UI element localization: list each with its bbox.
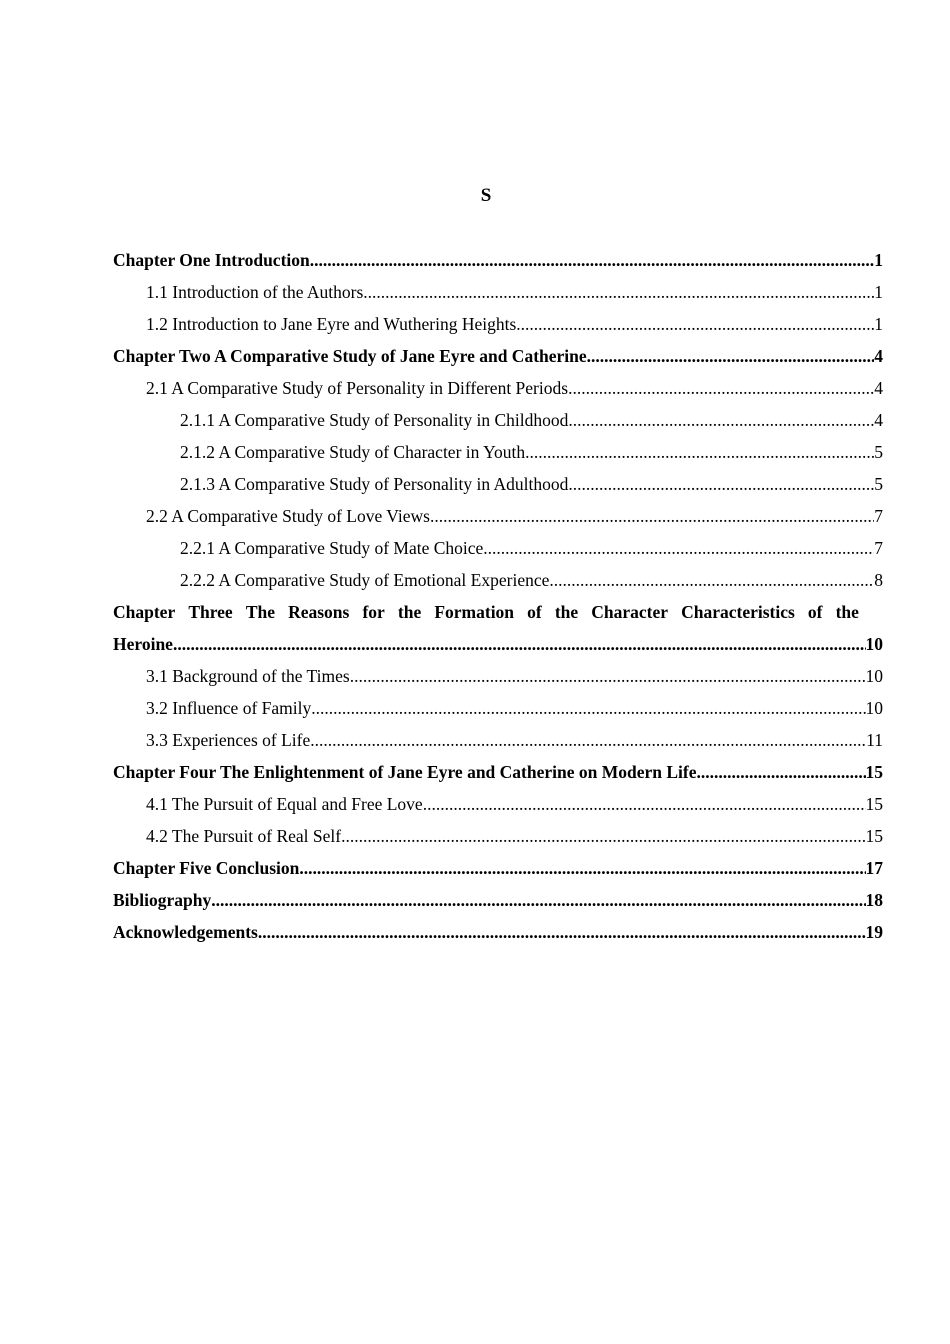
toc-entry-chapter-three-line1[interactable]	[113, 596, 883, 628]
toc-entry-label: Bibliography	[113, 890, 212, 910]
toc-entry-word: the	[835, 602, 859, 622]
toc-entry-label: Acknowledgements	[113, 922, 258, 942]
toc-entry-2-1-1[interactable]	[113, 404, 883, 436]
toc-entry-label: Chapter Two A Comparative Study of Jane Eyre and Catherine	[113, 346, 587, 366]
toc-entry-2-2-2[interactable]	[113, 564, 883, 596]
toc-entry-label: 1.2 Introduction to Jane Eyre and Wuthering Heights	[146, 314, 517, 334]
toc-entry-page: 5	[874, 474, 883, 494]
toc-entry-page: 15	[865, 826, 883, 846]
toc-entry-4-1[interactable]	[113, 788, 883, 820]
dot-leader	[516, 308, 874, 340]
toc-entry-bibliography[interactable]	[113, 884, 883, 916]
toc-entry-label: 3.3 Experiences of Life	[146, 730, 311, 750]
dot-leader	[341, 820, 865, 852]
toc-entry-page: 7	[874, 538, 883, 558]
toc-entry-word: Three	[188, 602, 233, 622]
toc-entry-page: 10	[865, 634, 883, 654]
toc-entry-label: 1.1 Introduction of the Authors	[146, 282, 364, 302]
dot-leader	[350, 660, 866, 692]
toc-entry-label: Chapter Four The Enlightenment of Jane Eyre and Catherine on Modern Life	[113, 762, 697, 782]
toc-entry-word: The	[245, 602, 275, 622]
toc-entry-acknowledgements[interactable]	[113, 916, 883, 948]
toc-entry-page: 15	[865, 794, 883, 814]
dot-leader	[568, 404, 874, 436]
dot-leader	[311, 692, 865, 724]
dot-leader	[173, 628, 866, 660]
table-of-contents	[113, 244, 883, 948]
toc-entry-label: Chapter One Introduction	[113, 250, 310, 270]
dot-leader	[549, 564, 874, 596]
dot-leader	[299, 852, 865, 884]
toc-entry-2-1-3[interactable]	[113, 468, 883, 500]
toc-entry-label: 2.2.1 A Comparative Study of Mate Choice	[180, 538, 484, 558]
toc-entry-page: 17	[865, 858, 883, 878]
toc-entry-page: 4	[874, 410, 883, 430]
dot-leader	[568, 468, 874, 500]
toc-entry-chapter-two[interactable]	[113, 340, 883, 372]
toc-entry-word: Character	[591, 602, 669, 622]
toc-entry-page: 19	[865, 922, 883, 942]
toc-entry-2-2[interactable]	[113, 500, 883, 532]
toc-entry-word: Reasons	[288, 602, 350, 622]
toc-entry-word: Chapter	[113, 602, 176, 622]
dot-leader	[423, 788, 866, 820]
dot-leader	[211, 884, 865, 916]
toc-entry-word: the	[554, 602, 579, 622]
dot-leader	[587, 340, 875, 372]
toc-entry-2-1-2[interactable]	[113, 436, 883, 468]
dot-leader	[258, 916, 866, 948]
toc-entry-3-2[interactable]	[113, 692, 883, 724]
toc-entry-4-2[interactable]	[113, 820, 883, 852]
toc-entry-label-line2: Heroine	[113, 634, 173, 654]
toc-entry-page: 11	[866, 730, 883, 750]
toc-entry-label: 2.1 A Comparative Study of Personality in Different Periods	[146, 378, 569, 398]
toc-entry-word: Characteristics	[681, 602, 795, 622]
toc-entry-page: 15	[865, 762, 883, 782]
toc-title: S	[480, 185, 492, 206]
dot-leader	[430, 500, 874, 532]
toc-entry-word: the	[397, 602, 422, 622]
toc-entry-2-2-1[interactable]	[113, 532, 883, 564]
toc-entry-word: of	[807, 602, 823, 622]
toc-entry-2-1[interactable]	[113, 372, 883, 404]
toc-entry-page: 8	[874, 570, 883, 590]
toc-entry-word: Formation	[434, 602, 515, 622]
toc-entry-label: 3.2 Influence of Family	[146, 698, 312, 718]
toc-entry-label: 4.2 The Pursuit of Real Self	[146, 826, 342, 846]
dot-leader	[483, 532, 874, 564]
toc-entry-page: 18	[865, 890, 883, 910]
toc-entry-label: 2.2 A Comparative Study of Love Views	[146, 506, 430, 526]
dot-leader	[310, 724, 866, 756]
toc-entry-page: 1	[874, 282, 883, 302]
toc-entry-label-line1	[113, 596, 859, 628]
toc-entry-page: 7	[874, 506, 883, 526]
toc-entry-word: of	[527, 602, 542, 622]
toc-entry-chapter-three-line2[interactable]	[113, 628, 883, 660]
dot-leader	[525, 436, 874, 468]
toc-entry-page: 10	[865, 666, 883, 686]
toc-entry-3-3[interactable]	[113, 724, 883, 756]
toc-entry-3-1[interactable]	[113, 660, 883, 692]
toc-entry-page: 1	[874, 314, 883, 334]
toc-entry-page: 4	[874, 378, 883, 398]
toc-entry-label: 2.1.2 A Comparative Study of Character in Youth	[180, 442, 526, 462]
toc-entry-label: 2.1.1 A Comparative Study of Personality in Childhood	[180, 410, 569, 430]
dot-leader	[568, 372, 874, 404]
dot-leader	[363, 276, 874, 308]
dot-leader	[310, 244, 875, 276]
toc-entry-label: Chapter Five Conclusion	[113, 858, 300, 878]
toc-entry-page: 4	[874, 346, 883, 366]
dot-leader	[697, 756, 866, 788]
toc-entry-page: 1	[874, 250, 883, 270]
toc-entry-chapter-four[interactable]	[113, 756, 883, 788]
toc-entry-label: 3.1 Background of the Times	[146, 666, 350, 686]
toc-entry-1-1[interactable]	[113, 276, 883, 308]
toc-entry-label: 2.2.2 A Comparative Study of Emotional Experience	[180, 570, 550, 590]
toc-entry-1-2[interactable]	[113, 308, 883, 340]
toc-entry-word: for	[362, 602, 385, 622]
toc-entry-label: 2.1.3 A Comparative Study of Personality in Adulthood	[180, 474, 569, 494]
toc-entry-page: 10	[865, 698, 883, 718]
toc-entry-label: 4.1 The Pursuit of Equal and Free Love	[146, 794, 423, 814]
toc-entry-chapter-five[interactable]	[113, 852, 883, 884]
toc-entry-chapter-one[interactable]	[113, 244, 883, 276]
toc-entry-page: 5	[874, 442, 883, 462]
